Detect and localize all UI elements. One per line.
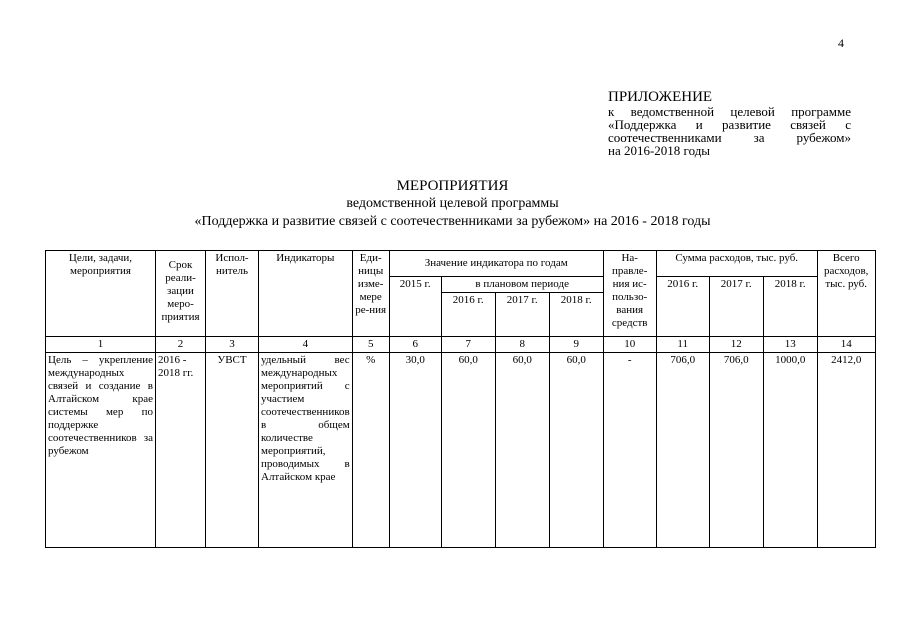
header-exp-2017: 2017 г. xyxy=(709,277,763,337)
column-number: 5 xyxy=(352,337,389,353)
header-year-2017: 2017 г. xyxy=(495,293,549,337)
header-year-2018: 2018 г. xyxy=(549,293,603,337)
header-executor: Испол-нитель xyxy=(206,251,259,337)
document-title: МЕРОПРИЯТИЯ xyxy=(396,178,509,194)
page-number: 4 xyxy=(838,36,844,50)
column-number: 9 xyxy=(549,337,603,353)
header-year-2015: 2015 г. xyxy=(389,277,441,337)
column-number: 11 xyxy=(656,337,709,353)
header-term: Срок реали-зации меро-приятия xyxy=(156,251,206,337)
cell-value-2018: 60,0 xyxy=(549,353,603,548)
header-exp-2016: 2016 г. xyxy=(656,277,709,337)
header-total: Всего расходов, тыс. руб. xyxy=(817,251,875,337)
cell-expense-2018: 1000,0 xyxy=(763,353,817,548)
column-number: 12 xyxy=(709,337,763,353)
cell-goal: Цель – укрепление международных связей и создание в Алтайском крае системы мер по поддержке соотечественников за рубежом xyxy=(46,353,156,548)
cell-expense-2017: 706,0 xyxy=(709,353,763,548)
cell-value-2016: 60,0 xyxy=(441,353,495,548)
header-indicator-value: Значение индикатора по годам xyxy=(389,251,603,277)
cell-indicator: удельный вес международных мероприятий с участием соотечественников в общем количестве мероприятий, проводимых в Алтайском крае xyxy=(259,353,353,548)
program-name: «Поддержка и развитие связей с соотечественниками за рубежом» на 2016 - 2018 годы xyxy=(194,214,711,229)
column-number: 2 xyxy=(156,337,206,353)
header-indicators: Индикаторы xyxy=(259,251,353,337)
measures-table xyxy=(45,250,876,548)
appendix-block xyxy=(608,90,851,157)
column-number: 4 xyxy=(259,337,353,353)
cell-expense-2016: 706,0 xyxy=(656,353,709,548)
appendix-line: на 2016-2018 годы xyxy=(608,143,711,158)
header-expense-sum: Сумма расходов, тыс. руб. xyxy=(656,251,817,277)
table-row xyxy=(46,353,876,548)
appendix-line: «Поддержка и развитие связей с xyxy=(608,117,851,132)
cell-unit: % xyxy=(352,353,389,548)
appendix-title: ПРИЛОЖЕНИЕ xyxy=(608,89,713,105)
column-number: 3 xyxy=(206,337,259,353)
header-goals: Цели, задачи, мероприятия xyxy=(46,251,156,337)
column-number: 6 xyxy=(389,337,441,353)
column-number: 14 xyxy=(817,337,875,353)
document-subtitle: ведомственной целевой программы xyxy=(346,196,559,211)
cell-value-2015: 30,0 xyxy=(389,353,441,548)
column-number: 1 xyxy=(46,337,156,353)
cell-term: 2016 - 2018 гг. xyxy=(156,353,206,548)
column-number: 8 xyxy=(495,337,549,353)
appendix-line: к ведомственной целевой программе xyxy=(608,104,851,119)
column-number: 7 xyxy=(441,337,495,353)
appendix-line: соотечественниками за рубежом» xyxy=(608,130,851,145)
cell-total: 2412,0 xyxy=(817,353,875,548)
header-unit: Еди-ницы изме-мере ре-ния xyxy=(352,251,389,337)
cell-executor: УВСТ xyxy=(206,353,259,548)
cell-direction: - xyxy=(603,353,656,548)
cell-value-2017: 60,0 xyxy=(495,353,549,548)
header-plan-period: в плановом периоде xyxy=(441,277,603,293)
header-direction: На-правле-ния ис-пользо-вания средств xyxy=(603,251,656,337)
column-number: 10 xyxy=(603,337,656,353)
header-exp-2018: 2018 г. xyxy=(763,277,817,337)
header-year-2016: 2016 г. xyxy=(441,293,495,337)
column-number: 13 xyxy=(763,337,817,353)
